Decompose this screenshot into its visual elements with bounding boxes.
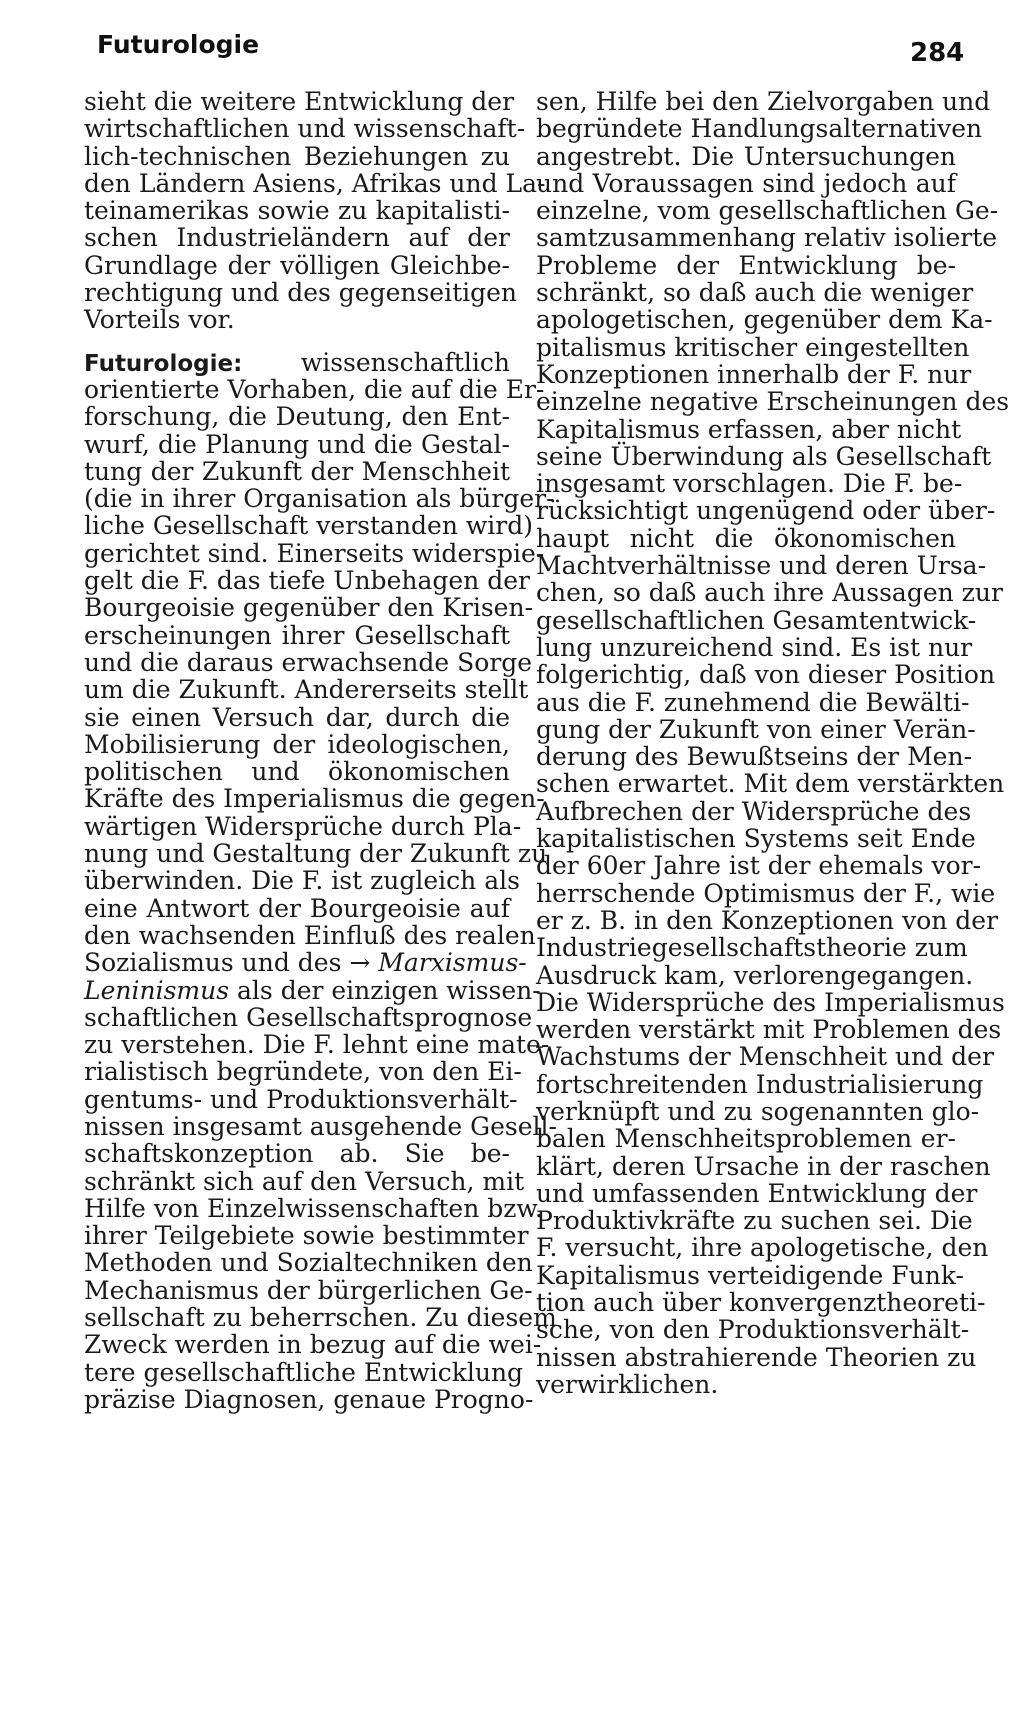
text-line: rücksichtigt ungenügend oder über- bbox=[536, 496, 996, 526]
text-line: sellschaft zu beherrschen. Zu diesem bbox=[84, 1303, 557, 1333]
text-line: Konzeptionen innerhalb der F. nur bbox=[536, 359, 972, 389]
text-line: teinamerikas sowie zu kapitalisti- bbox=[84, 196, 510, 226]
text-line: schaftskonzeption ab. Sie be- bbox=[84, 1139, 510, 1169]
text-line: Aufbrechen der Widersprüche des bbox=[536, 796, 972, 826]
text-line: gentums- und Produktionsverhält- bbox=[84, 1084, 518, 1114]
text-line: ihrer Teilgebiete sowie bestimmter bbox=[84, 1221, 529, 1251]
text-line: der 60er Jahre ist der ehemals vor- bbox=[536, 851, 982, 881]
text-line: wärtigen Widersprüche durch Pla- bbox=[84, 811, 522, 841]
text-line: folgerichtig, daß von dieser Position bbox=[536, 660, 996, 690]
text-line: sen, Hilfe bei den Zielvorgaben und bbox=[536, 87, 991, 116]
text-line: sieht die weitere Entwicklung der bbox=[84, 87, 515, 116]
text-line: Methoden und Sozialtechniken den bbox=[84, 1248, 533, 1278]
text-line: klärt, deren Ursache in der raschen bbox=[536, 1151, 991, 1181]
text-line: tere gesellschaftliche Entwicklung bbox=[84, 1357, 524, 1387]
text-line: Kapitalismus erfassen, aber nicht bbox=[536, 414, 962, 444]
entry-headword: Futurologie: bbox=[84, 350, 243, 377]
text-line: (die in ihrer Organisation als bürger- bbox=[84, 484, 555, 514]
text-line: rialistisch begründete, von den Ei- bbox=[84, 1057, 522, 1087]
text-line: zu verstehen. Die F. lehnt eine mate- bbox=[84, 1030, 550, 1060]
text-line: insgesamt vorschlagen. Die F. be- bbox=[536, 469, 963, 499]
text-line: gung der Zukunft von einer Verän- bbox=[536, 714, 976, 744]
text-line: tion auch über konvergenztheoreti- bbox=[536, 1288, 986, 1318]
text-line: werden verstärkt mit Problemen des bbox=[536, 1015, 1002, 1045]
text-line: politischen und ökonomischen bbox=[84, 757, 510, 787]
text-line: schränkt sich auf den Versuch, mit bbox=[84, 1166, 525, 1196]
reference-suffix: als der einzigen wissen- bbox=[237, 975, 541, 1005]
text-line: angestrebt. Die Untersuchungen bbox=[536, 141, 956, 171]
entry-body-part2 bbox=[84, 1002, 557, 1414]
entry-first-line bbox=[84, 349, 510, 376]
reference-line-2 bbox=[84, 975, 541, 1005]
text-line: und Voraussagen sind jedoch auf bbox=[536, 168, 956, 198]
entry-futurologie bbox=[84, 347, 557, 1414]
text-line: apologetischen, gegenüber dem Ka- bbox=[536, 305, 993, 335]
text-line: forschung, die Deutung, den Ent- bbox=[84, 402, 510, 432]
entry-body-part1 bbox=[84, 374, 555, 950]
text-line: Grundlage der völligen Gleichbe- bbox=[84, 250, 510, 280]
text-line: haupt nicht die ökonomischen bbox=[536, 523, 956, 553]
text-line: schen Industrieländern auf der bbox=[84, 223, 510, 253]
text-line: herrschende Optimismus der F., wie bbox=[536, 878, 996, 908]
text-line: samtzusammenhang relativ isolierte bbox=[536, 223, 998, 253]
text-line: einzelne, vom gesellschaftlichen Ge- bbox=[536, 196, 999, 226]
text-line: F. versucht, ihre apologetische, den bbox=[536, 1233, 989, 1263]
text-line: tung der Zukunft der Menschheit bbox=[84, 456, 510, 486]
text-line: schaftlichen Gesellschaftsprognose bbox=[84, 1002, 533, 1032]
text-line: eine Antwort der Bourgeoisie auf bbox=[84, 893, 510, 923]
reference-prefix: Sozialismus und des → bbox=[84, 948, 371, 978]
text-line: Mobilisierung der ideologischen, bbox=[84, 729, 510, 759]
text-line: begründete Handlungsalternativen bbox=[536, 114, 983, 144]
text-line: wurf, die Planung und die Gestal- bbox=[84, 429, 510, 459]
text-line: aus die F. zunehmend die Bewälti- bbox=[536, 687, 970, 717]
text-line: schen erwartet. Mit dem verstärkten bbox=[536, 769, 1005, 799]
page-number: 284 bbox=[910, 38, 965, 68]
text-line: seine Überwindung als Gesellschaft bbox=[536, 441, 992, 471]
text-line: pitalismus kritischer eingestellten bbox=[536, 332, 970, 362]
text-line: Ausdruck kam, verlorengegangen. bbox=[536, 960, 974, 990]
text-line: orientierte Vorhaben, die auf die Er- bbox=[84, 374, 545, 404]
text-line: Produktivkräfte zu suchen sei. Die bbox=[536, 1206, 973, 1236]
text-line: rechtigung und des gegenseitigen bbox=[84, 278, 518, 308]
text-line: den Ländern Asiens, Afrikas und La- bbox=[84, 168, 546, 198]
text-line: einzelne negative Erscheinungen des bbox=[536, 387, 1010, 417]
running-title: Futurologie bbox=[97, 30, 260, 59]
right-column bbox=[536, 87, 1010, 1399]
reference-line-1 bbox=[84, 948, 527, 978]
text-line: Machtverhältnisse und deren Ursa- bbox=[536, 551, 987, 581]
text-line: gelt die F. das tiefe Unbehagen der bbox=[84, 566, 530, 596]
text-line: gesellschaftlichen Gesamtentwick- bbox=[536, 605, 977, 635]
text-line: überwinden. Die F. ist zugleich als bbox=[84, 866, 520, 896]
text-line: Hilfe von Einzelwissenschaften bzw. bbox=[84, 1193, 543, 1223]
cross-reference-link-continued[interactable]: Leninismus bbox=[84, 975, 230, 1005]
text-line: verwirklichen. bbox=[536, 1369, 719, 1399]
entry-first-line-text: wissenschaftlich bbox=[300, 347, 510, 377]
text-line: Kräfte des Imperialismus die gegen- bbox=[84, 784, 545, 814]
text-line: Probleme der Entwicklung be- bbox=[536, 250, 956, 280]
text-line: nissen insgesamt ausgehende Gesell- bbox=[84, 1111, 557, 1141]
text-line: den wachsenden Einfluß des realen bbox=[84, 920, 536, 950]
text-line: Wachstums der Menschheit und der bbox=[536, 1042, 994, 1072]
text-line: und die daraus erwachsende Sorge bbox=[84, 647, 533, 677]
text-line: erscheinungen ihrer Gesellschaft bbox=[84, 620, 510, 650]
text-line: wirtschaftlichen und wissenschaft- bbox=[84, 114, 526, 144]
text-line: präzise Diagnosen, genaue Progno- bbox=[84, 1384, 534, 1414]
text-line: Vorteils vor. bbox=[84, 305, 235, 335]
continuation-paragraph bbox=[84, 87, 546, 335]
text-line: Industriegesellschaftstheorie zum bbox=[536, 933, 968, 963]
text-line: sie einen Versuch dar, durch die bbox=[84, 702, 510, 732]
cross-reference-link[interactable]: Marxismus- bbox=[378, 948, 527, 978]
text-line: nung und Gestaltung der Zukunft zu bbox=[84, 839, 548, 869]
text-line: derung des Bewußtseins der Men- bbox=[536, 742, 973, 772]
text-line: chen, so daß auch ihre Aussagen zur bbox=[536, 578, 1003, 608]
text-line: kapitalistischen Systems seit Ende bbox=[536, 824, 976, 854]
text-line: Kapitalismus verteidigende Funk- bbox=[536, 1260, 964, 1290]
text-line: Zweck werden in bezug auf die wei- bbox=[84, 1330, 542, 1360]
left-column bbox=[84, 87, 557, 1414]
text-line: und umfassenden Entwicklung der bbox=[536, 1178, 978, 1208]
text-line: gerichtet sind. Einerseits widerspie- bbox=[84, 538, 545, 568]
text-line: balen Menschheitsproblemen er- bbox=[536, 1124, 956, 1154]
text-line: schränkt, so daß auch die weniger bbox=[536, 278, 974, 308]
text-line: um die Zukunft. Andererseits stellt bbox=[84, 675, 529, 705]
text-line: lich-technischen Beziehungen zu bbox=[84, 141, 510, 171]
text-line: lung unzureichend sind. Es ist nur bbox=[536, 632, 973, 662]
text-line: liche Gesellschaft verstanden wird) bbox=[84, 511, 533, 541]
text-line: sche, von den Produktionsverhält- bbox=[536, 1315, 970, 1345]
text-line: verknüpft und zu sogenannten glo- bbox=[536, 1096, 980, 1126]
text-line: fortschreitenden Industrialisierung bbox=[536, 1069, 984, 1099]
text-line: er z. B. in den Konzeptionen von der bbox=[536, 905, 999, 935]
text-line: Bourgeoisie gegenüber den Krisen- bbox=[84, 593, 534, 623]
text-line: nissen abstrahierende Theorien zu bbox=[536, 1342, 977, 1372]
text-line: Die Widersprüche des Imperialismus bbox=[536, 987, 1005, 1017]
text-line: Mechanismus der bürgerlichen Ge- bbox=[84, 1275, 533, 1305]
